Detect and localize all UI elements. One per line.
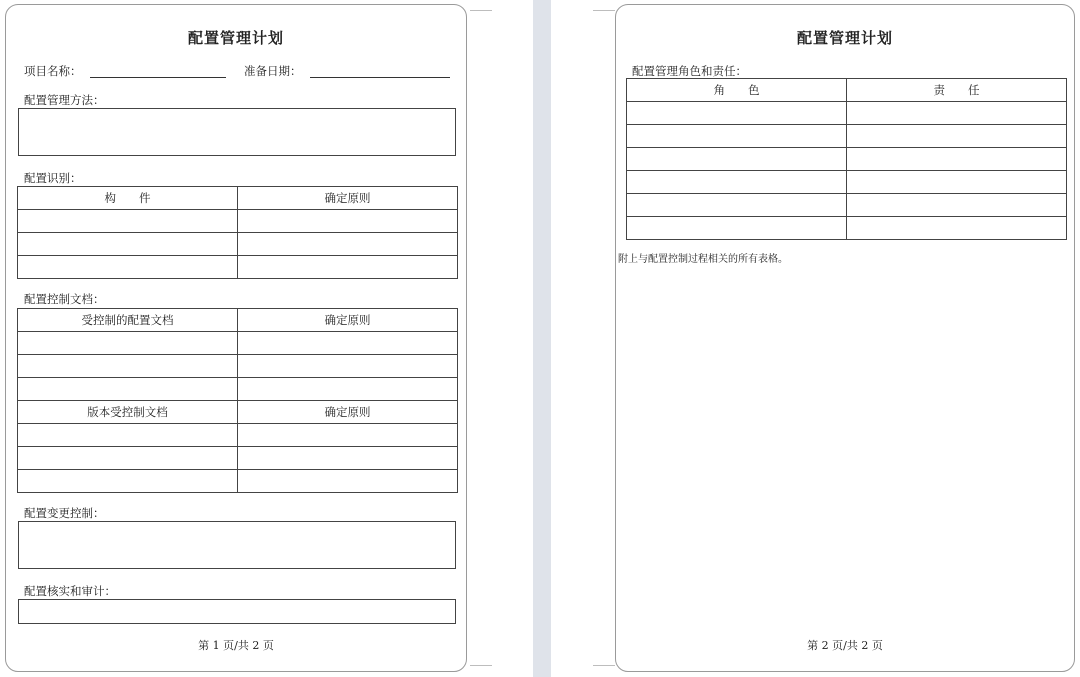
table-row bbox=[627, 148, 1067, 171]
roles-table bbox=[626, 78, 1067, 240]
table-row bbox=[18, 233, 458, 256]
control-docs-table bbox=[17, 308, 458, 493]
table-cell[interactable] bbox=[18, 470, 238, 493]
table-cell[interactable] bbox=[847, 102, 1067, 125]
table-cell[interactable] bbox=[627, 125, 847, 148]
change-control-label: 配置变更控制： bbox=[24, 506, 105, 520]
table-cell[interactable] bbox=[627, 194, 847, 217]
table-cell[interactable] bbox=[18, 233, 238, 256]
crop-mark bbox=[593, 665, 615, 666]
table-row bbox=[627, 217, 1067, 240]
table-cell[interactable] bbox=[238, 470, 458, 493]
table-cell[interactable] bbox=[238, 233, 458, 256]
crop-mark bbox=[470, 10, 492, 11]
control-docs-label: 配置控制文档： bbox=[24, 292, 105, 306]
method-label: 配置管理方法： bbox=[24, 93, 105, 107]
table-cell[interactable] bbox=[847, 171, 1067, 194]
project-name-field[interactable] bbox=[90, 77, 226, 78]
prep-date-field[interactable] bbox=[310, 77, 450, 78]
crop-mark bbox=[470, 665, 492, 666]
table-row bbox=[18, 332, 458, 355]
audit-box[interactable] bbox=[18, 599, 456, 624]
table-cell[interactable] bbox=[18, 447, 238, 470]
table-cell[interactable] bbox=[238, 378, 458, 401]
table-cell[interactable] bbox=[238, 256, 458, 279]
table-cell[interactable] bbox=[238, 355, 458, 378]
table-cell[interactable] bbox=[18, 256, 238, 279]
header-cell: 责 任 bbox=[847, 79, 1067, 102]
table-cell[interactable] bbox=[847, 125, 1067, 148]
table-cell[interactable] bbox=[238, 210, 458, 233]
table-cell[interactable] bbox=[627, 217, 847, 240]
table-row bbox=[18, 256, 458, 279]
table-header-row bbox=[18, 187, 458, 210]
table-cell[interactable] bbox=[847, 148, 1067, 171]
table-row bbox=[18, 355, 458, 378]
table-cell[interactable] bbox=[18, 210, 238, 233]
method-box[interactable] bbox=[18, 108, 456, 156]
page-footer: 第 1 页/共 2 页 bbox=[198, 639, 274, 652]
table-row bbox=[627, 102, 1067, 125]
table-subheader-row bbox=[18, 401, 458, 424]
document-page-1 bbox=[5, 4, 467, 672]
table-header-row bbox=[18, 309, 458, 332]
header-cell: 构 件 bbox=[18, 187, 238, 210]
table-cell[interactable] bbox=[18, 424, 238, 447]
change-control-box[interactable] bbox=[18, 521, 456, 569]
header-cell: 确定原则 bbox=[238, 187, 458, 210]
table-row bbox=[18, 424, 458, 447]
table-cell[interactable] bbox=[238, 424, 458, 447]
header-cell: 确定原则 bbox=[238, 401, 458, 424]
audit-label: 配置核实和审计： bbox=[24, 584, 116, 598]
table-cell[interactable] bbox=[847, 217, 1067, 240]
table-cell[interactable] bbox=[18, 332, 238, 355]
table-row bbox=[627, 194, 1067, 217]
page-title: 配置管理计划 bbox=[796, 29, 893, 47]
document-page-2 bbox=[615, 4, 1075, 672]
table-cell[interactable] bbox=[18, 378, 238, 401]
table-row bbox=[18, 378, 458, 401]
header-cell: 版本受控制文档 bbox=[18, 401, 238, 424]
table-cell[interactable] bbox=[627, 171, 847, 194]
table-cell[interactable] bbox=[627, 102, 847, 125]
table-cell[interactable] bbox=[627, 148, 847, 171]
table-row bbox=[18, 210, 458, 233]
roles-label: 配置管理角色和责任： bbox=[632, 64, 747, 78]
note-text: 附上与配置控制过程相关的所有表格。 bbox=[618, 254, 788, 265]
header-cell: 角 色 bbox=[627, 79, 847, 102]
table-cell[interactable] bbox=[238, 447, 458, 470]
table-cell[interactable] bbox=[847, 194, 1067, 217]
header-cell: 确定原则 bbox=[238, 309, 458, 332]
table-cell[interactable] bbox=[18, 355, 238, 378]
prep-date-label: 准备日期： bbox=[244, 64, 302, 78]
header-cell: 受控制的配置文档 bbox=[18, 309, 238, 332]
table-row bbox=[18, 470, 458, 493]
project-name-label: 项目名称： bbox=[24, 64, 82, 78]
table-row bbox=[627, 171, 1067, 194]
table-cell[interactable] bbox=[238, 332, 458, 355]
crop-mark bbox=[593, 10, 615, 11]
table-row bbox=[627, 125, 1067, 148]
page-footer: 第 2 页/共 2 页 bbox=[807, 639, 883, 652]
table-row bbox=[18, 447, 458, 470]
identification-label: 配置识别： bbox=[24, 171, 82, 185]
page-title: 配置管理计划 bbox=[187, 29, 284, 47]
table-header-row bbox=[627, 79, 1067, 102]
identification-table bbox=[17, 186, 458, 279]
page-gutter bbox=[533, 0, 551, 677]
